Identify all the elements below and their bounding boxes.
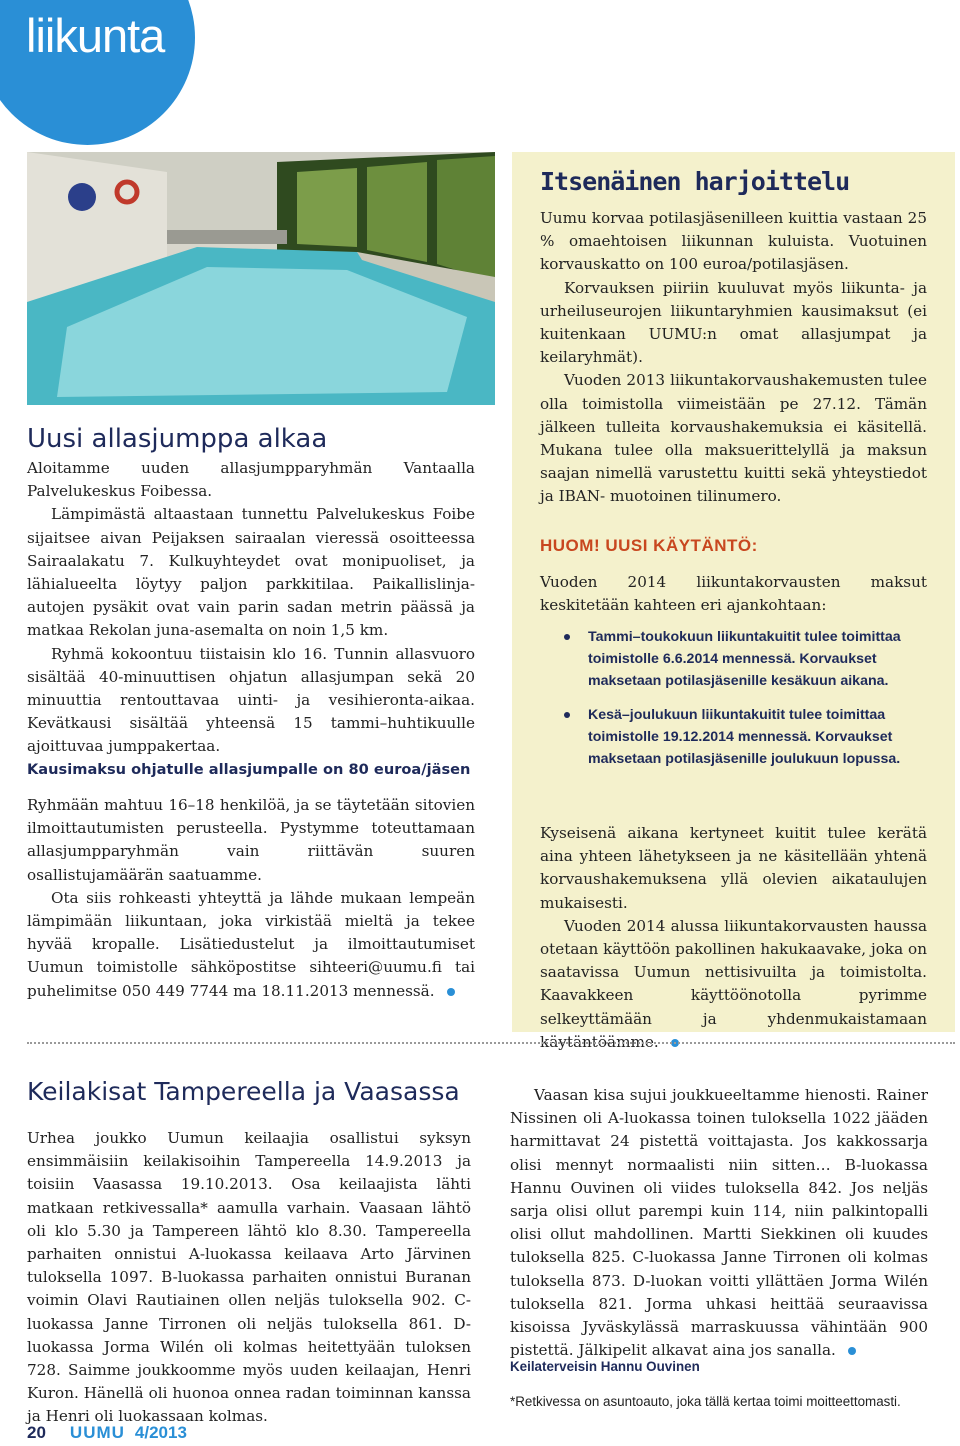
page-number: 20: [27, 1423, 46, 1442]
list-item: Kesä–joulukuun liikuntakuitit tulee toimittaa toimistolle 19.12.2014 mennessä. Korvaukset maksetaan potilasjäsenille joulukuun lopussa.: [540, 704, 927, 770]
paragraph: Aloitamme uuden allasjumpparyhmän Vantaalla Palvelukeskus Foibessa.: [27, 459, 475, 501]
paragraph: Vuoden 2014 liikuntakorvausten maksut keskitetään kahteen eri ajankohtaan:: [540, 573, 927, 615]
paragraph: Vuoden 2013 liikuntakorvaushakemusten tulee olla toimistolla viimeistään pe 27.12. Tämän jälkeen tulleita korvaushakemuksia ei käsitellä. Mukana tulee olla maksuerittelyllä ja maksun saajan nimellä varustettu kuitti sekä yhteystiedot ja IBAN- muotoinen tilinumero.: [540, 371, 927, 506]
magazine-name: UUMU: [69, 1423, 125, 1442]
paragraph: Urhea joukko Uumun keilaajia osallistui syksyn ensimmäisiin keilakisoihin Tampereella 14.9.2013 ja toisiin Vaasassa 19.10.2013. Osa keilaajista lähti matkaan retkivessalla* aamulla varhain. Vaasaan lähtö oli klo 5.30 ja Tampereen lähtö klo 8.30. Tampereella parhaiten onnistui A-luokassa keilaava Arto Järvinen tuloksella 1097. B-luokassa parhaiten onnistui Buranan voimin Olavi Rautiainen ollen neljäs tuloksella 902. C-luokassa Janne Tirronen oli neljäs tuloksella 861. D-luokassa Jorma Wilén oli kolmas heitettyään tuloksen 728. Saimme joukkoomme myös uuden keilaajan, Henri Kuron. Hänellä oli huonoa onnea radan toiminnan kanssa ja Henri oli luokassaan kolmas.: [27, 1129, 471, 1426]
info-box-body-2: [540, 822, 927, 1054]
pool-article-body: [27, 457, 475, 759]
blue-dot-icon: [848, 1347, 856, 1355]
paragraph: Ryhmä kokoontuu tiistaisin klo 16. Tunnin allasvuoro sisältää 40-minuuttisen ohjatun allasjumpan sekä 20 minuuttia rentouttavaa uinti- ja vesihieronta-aikaa. Kevätkausi sisältää yhteensä 15 tammi–huhtikuulle ajoittuvaa jumppakertaa.: [27, 644, 475, 756]
footnote: *Retkivessa on asuntoauto, joka tällä kertaa toimi moitteettomasti.: [510, 1394, 901, 1409]
notice-list: [540, 626, 927, 782]
blue-dot-icon: [447, 988, 455, 996]
bullet-dot-icon: [564, 634, 570, 640]
notice-intro: [540, 571, 927, 617]
page-footer: [27, 1423, 187, 1443]
info-box-body: [540, 207, 927, 509]
pool-article-body-2: [27, 794, 475, 1003]
pool-article-subheading: Kausimaksu ohjatulle allasjumpalle on 80 euroa/jäsen: [27, 761, 471, 778]
author-credit: Keilaterveisin Hannu Ouvinen: [510, 1359, 700, 1374]
paragraph: Uumu korvaa potilasjäsenilleen kuittia vastaan 25 % omaehtoisen liikunnan kuluista. Vuotuinen korvauskatto on 100 euroa/potilasjäsen.: [540, 209, 927, 274]
dotted-divider: [27, 1042, 955, 1044]
bullet-dot-icon: [564, 712, 570, 718]
paragraph: Vuoden 2014 alussa liikuntakorvausten haussa otetaan käyttöön pakollinen hakukaavake, joka on saatavissa Uumun nettisivuilta ja toimistolta. Kaavakkeen käyttöönotolla pyrimme selkeyttämään ja yhdenmukaistamaan käytäntöämme.: [540, 916, 927, 1051]
paragraph: Ryhmään mahtuu 16–18 henkilöä, ja se täytetään sitovien ilmoittautumisten perusteella. Pystymme toteuttamaan allasjumpparyhmän vain riittävän suuren osallistujamäärän saatuamme.: [27, 796, 475, 884]
issue-number: 4/2013: [134, 1423, 187, 1442]
list-item: Tammi–toukokuun liikuntakuitit tulee toimittaa toimistolle 6.6.2014 mennessä. Korvaukset maksetaan potilasjäsenille kesäkuun aikana.: [540, 626, 927, 692]
section-tag-label: liikunta: [26, 9, 165, 62]
notice-heading: HUOM! UUSI KÄYTÄNTÖ:: [540, 536, 758, 555]
paragraph: Korvauksen piiriin kuuluvat myös liikunta- ja urheiluseurojen liikuntaryhmien kausimaksut (ei kuitenkaan UUMU:n omat allasjumpat ja keilaryhmät).: [540, 278, 927, 367]
paragraph: Ota siis rohkeasti yhteyttä ja lähde mukaan lempeän lämpimään liikuntaan, joka virkistää mieltä ja tekee hyvää kropalle. Lisätiedustelut ja ilmoittautumiset Uumun toimistolle sähköpostitse sihteeri@uumu.fi tai puhelimitse 050 449 7744 ma 18.11.2013 mennessä.: [27, 888, 475, 1000]
info-box-title: Itsenäinen harjoittelu: [540, 167, 850, 196]
paragraph: Vaasan kisa sujui joukkueeltamme hienosti. Rainer Nissinen oli A-luokassa toinen tuloksella 1022 jääden harmittavat 24 pistettä voittajasta. Jos kakkossarja olisi mennyt normaalisti niin sitten… B-luokassa Hannu Ouvinen oli viides tuloksella 842. Jos neljäs sarja olisi ollut parempi kuin 114, niin palkintopalli olisi ollut mahdollinen. Martti Siekkinen oli kuudes tuloksella 825. C-luokassa Janne Tirronen oli kolmas tuloksella 873. D-luokan voitti yllättäen Jorma Wilén tuloksella 821. Jorma uhkasi heittää seuraavissa kisoissa Jyväskylässä marraskuussa vähintään 900 pistettä. Jälkipelit alkavat aina jos sanalla.: [510, 1086, 928, 1360]
bowling-article-left-column: [27, 1127, 471, 1429]
pool-photo: [27, 152, 495, 405]
paragraph: Kyseisenä aikana kertyneet kuitit tulee kerätä aina yhteen lähetykseen ja ne käsitellään yhtenä korvaushakemuksena yllä olevien aikataulujen mukaisesti.: [540, 824, 927, 912]
pool-article-title: Uusi allasjumppa alkaa: [27, 424, 328, 454]
bowling-article-right-column: [510, 1084, 928, 1362]
paragraph: Lämpimästä altaastaan tunnettu Palvelukeskus Foibe sijaitsee aivan Peijaksen sairaalan vieressä osoitteessa Sairaalakatu 7. Kulkuyhteydet ovat monipuoliset, ja lähialueelta löytyy paljon parkkitilaa. Paikallislinja-autojen pysäkit ovat vain parin sadan metrin päässä ja matkaa Rekolan juna-asemalta on noin 1,5 km.: [27, 505, 475, 640]
bowling-article-title: Keilakisat Tampereella ja Vaasassa: [27, 1077, 460, 1106]
